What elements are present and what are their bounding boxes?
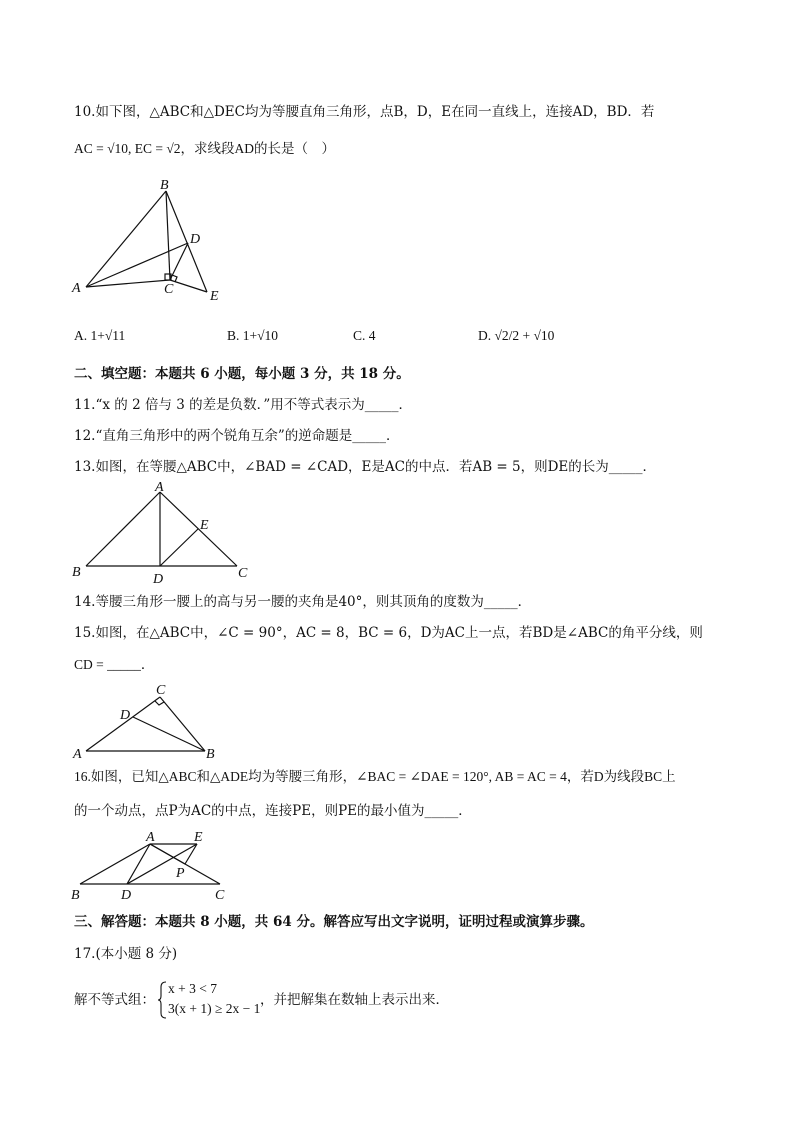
q17-prefix: 解不等式组： — [74, 992, 155, 1008]
q13-label-e: E — [200, 518, 209, 533]
q15-label-a: A — [73, 747, 82, 762]
q10-option-b: B. 1+√10 — [227, 328, 279, 343]
q12: 12.“直角三角形中的两个锐角互余”的逆命题是_____． — [74, 428, 400, 444]
q16-label-d: D — [121, 888, 132, 903]
q14: 14.等腰三角形一腰上的高与另一腰的夹角是40°，则其顶角的度数为_____． — [74, 594, 532, 610]
q10-label-e: E — [210, 289, 219, 304]
q16-label-c: C — [215, 888, 225, 903]
q16-figure — [66, 824, 236, 904]
section-3-heading: 三、解答题：本题共 8 小题，共 64 分。解答应写出文字说明，证明过程或演算步骤。 — [74, 914, 594, 930]
q16-label-e: E — [194, 830, 203, 845]
q13-label-d: D — [153, 572, 164, 586]
section-2-heading: 二、填空题：本题共 6 小题，每小题 3 分，共 18 分。 — [74, 366, 410, 382]
q16-label-a: A — [146, 830, 155, 845]
q13-text: 13.如图，在等腰△ABC中，∠BAD = ∠CAD，E是AC的中点．若AB = 5，则DE的长为_____． — [74, 459, 657, 475]
q17-suffix: ，并把解集在数轴上表示出来． — [260, 992, 449, 1008]
q10-label-b: B — [160, 178, 169, 193]
q17-title: 17.(本小题 8 分) — [74, 946, 178, 962]
q10-figure — [66, 172, 236, 310]
q17-inequality-1: x + 3 < 7 — [168, 981, 217, 996]
q10-label-d: D — [190, 232, 201, 247]
q11: 11.“x 的 2 倍与 3 的差是负数．”用不等式表示为_____． — [74, 397, 413, 413]
q15-label-b: B — [206, 747, 215, 762]
q10-option-c: C. 4 — [353, 328, 376, 343]
q13-label-b: B — [72, 565, 81, 580]
q15-label-c: C — [156, 683, 166, 698]
q10-option-d: D. √2/2 + √10 — [478, 328, 555, 343]
q13-figure — [66, 478, 256, 586]
q10-label-c: C — [164, 282, 174, 297]
q15-line2: CD = _____． — [74, 657, 155, 672]
q15-line1: 15.如图，在△ABC中，∠C = 90°，AC = 8，BC = 6，D为AC上一点，若BD是∠ABC的角平分线，则 — [74, 625, 703, 641]
q10-line2: AC = √10, EC = √2，求线段AD的长是（ ） — [74, 141, 336, 156]
q15-figure — [66, 678, 226, 764]
q16-line1: 16.如图，已知△ABC和△ADE均为等腰三角形，∠BAC = ∠DAE = 120°, AB = AC = 4，若D为线段BC上 — [74, 769, 676, 784]
q13-label-a: A — [155, 480, 164, 495]
q17-inequality-2: 3(x + 1) ≥ 2x − 1 — [168, 1001, 261, 1016]
brace-icon — [157, 981, 167, 1019]
q16-label-p: P — [176, 866, 185, 881]
q15-label-d: D — [120, 708, 131, 723]
q10-label-a: A — [72, 281, 81, 296]
q10-option-a: A. 1+√11 — [74, 328, 126, 343]
q13-label-c: C — [238, 566, 248, 581]
q10-line1: 10.如下图，△ABC和△DEC均为等腰直角三角形，点B，D，E在同一直线上，连接AD，BD．若 — [74, 104, 655, 120]
q16-line2: 的一个动点，点P为AC的中点，连接PE，则PE的最小值为_____． — [74, 803, 472, 819]
q16-label-b: B — [71, 888, 80, 903]
